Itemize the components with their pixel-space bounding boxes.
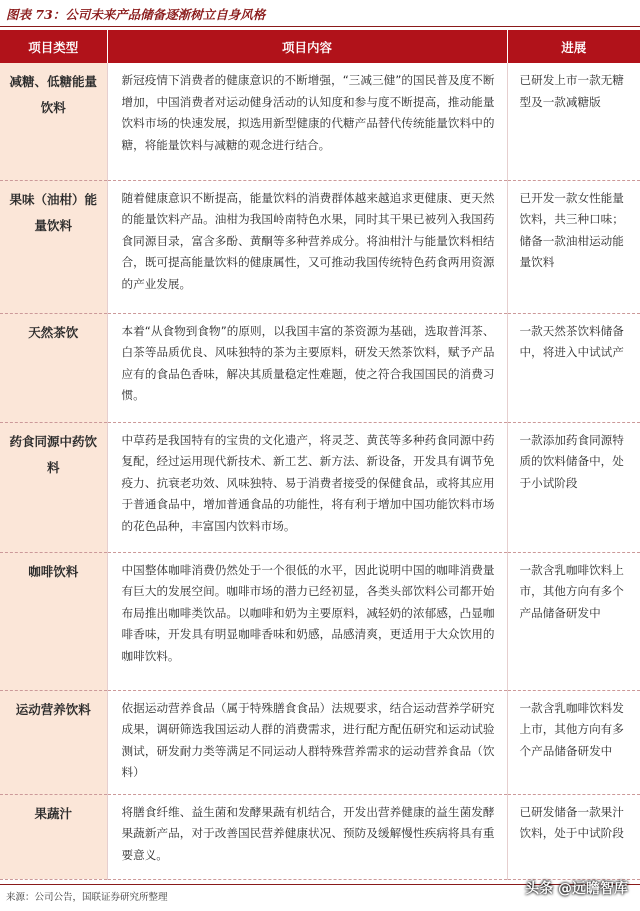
title-divider [0,26,640,27]
table-row [0,422,640,552]
row-type: 药食同源中药饮料 [0,422,107,552]
row-type: 减糖、低糖能量饮料 [0,63,107,180]
row-type: 运动营养饮料 [0,690,107,794]
table-row [0,794,640,879]
row-content: 中国整体咖啡消费仍然处于一个很低的水平，因此说明中国的咖啡消费量有巨大的发展空间。咖啡市场的潜力已经初显，各类头部饮料公司都开始布局推出咖啡类饮品。以咖啡和奶为主要原料，减轻奶的浓郁感，凸显咖啡香味，开发具有明显咖啡香味和奶感，品感清爽，更适用于大众饮用的咖啡饮料。 [107,552,507,690]
watermark: 头条 @远瞻智库 [525,881,628,897]
row-type: 咖啡饮料 [0,552,107,690]
row-type: 果蔬汁 [0,794,107,879]
row-progress: 已研发上市一款无糖型及一款减糖版 [507,63,640,180]
header-progress: 进展 [507,30,640,63]
row-type: 果味（油柑）能量饮料 [0,180,107,313]
row-content: 本着“从食物到食物”的原则，以我国丰富的茶资源为基础，选取普洱茶、白茶等品质优良、风味独特的茶为主要原料，研发天然茶饮料，赋予产品应有的食品色香味，解决其质量稳定性难题，使之符合我国国民的消费习惯。 [107,313,507,422]
row-progress: 已研发储备一款果汁饮料，处于中试阶段 [507,794,640,879]
row-progress: 一款天然茶饮料储备中，将进入中试试产 [507,313,640,422]
table-header-row [0,30,640,63]
table-row [0,180,640,313]
product-pipeline-table [0,30,640,880]
table-row [0,690,640,794]
table-title: 图表 73：公司未来产品储备逐渐树立自身风格 [6,7,266,22]
table-row [0,552,640,690]
table-row [0,313,640,422]
row-progress: 一款含乳咖啡饮料发上市，其他方向有多个产品储备研发中 [507,690,640,794]
row-content: 中草药是我国特有的宝贵的文化遗产，将灵芝、黄芪等多种药食同源中药复配，经过运用现代新技术、新工艺、新方法、新设备，开发具有调节免疫力、抗衰老功效、风味独特、易于消费者接受的保健食品，或将其应用于普通食品中，增加普通食品的功能性，将有利于增加中国功能饮料市场的花色品种，丰富国内饮料市场。 [107,422,507,552]
source-note: 来源：公司公告，国联证券研究所整理 [6,892,168,903]
table-row [0,63,640,180]
row-content: 新冠疫情下消费者的健康意识的不断增强，“三减三健”的国民普及度不断增加，中国消费者对运动健身活动的认知度和参与度不断提高，推动能量饮料市场的快速发展，拟选用新型健康的代糖产品替代传统能量饮料中的糖，将能量饮料与减糖的观念进行结合。 [107,63,507,180]
row-type: 天然茶饮 [0,313,107,422]
row-progress: 已开发一款女性能量饮料，共三种口味；储备一款油柑运动能量饮料 [507,180,640,313]
row-content: 依据运动营养食品（属于特殊膳食食品）法规要求，结合运动营养学研究成果，调研筛选我国运动人群的消费需求，进行配方配伍研究和运动试验测试，研发耐力类等满足不同运动人群特殊营养需求的运动营养食品（饮料） [107,690,507,794]
header-type: 项目类型 [0,30,107,63]
header-content: 项目内容 [107,30,507,63]
row-progress: 一款含乳咖啡饮料上市，其他方向有多个产品储备研发中 [507,552,640,690]
row-content: 随着健康意识不断提高，能量饮料的消费群体越来越追求更健康、更天然的能量饮料产品。油柑为我国岭南特色水果，同时其干果已被列入我国药食同源目录，富含多酚、黄酮等多种营养成分。将油柑汁与能量饮料相结合，既可提高能量饮料的健康属性，又可推动我国传统特色药食两用资源的产业发展。 [107,180,507,313]
row-progress: 一款添加药食同源特质的饮料储备中，处于小试阶段 [507,422,640,552]
row-content: 将膳食纤维、益生菌和发酵果蔬有机结合，开发出营养健康的益生菌发酵果蔬新产品，对于改善国民营养健康状况、预防及缓解慢性疾病将具有重要意义。 [107,794,507,879]
